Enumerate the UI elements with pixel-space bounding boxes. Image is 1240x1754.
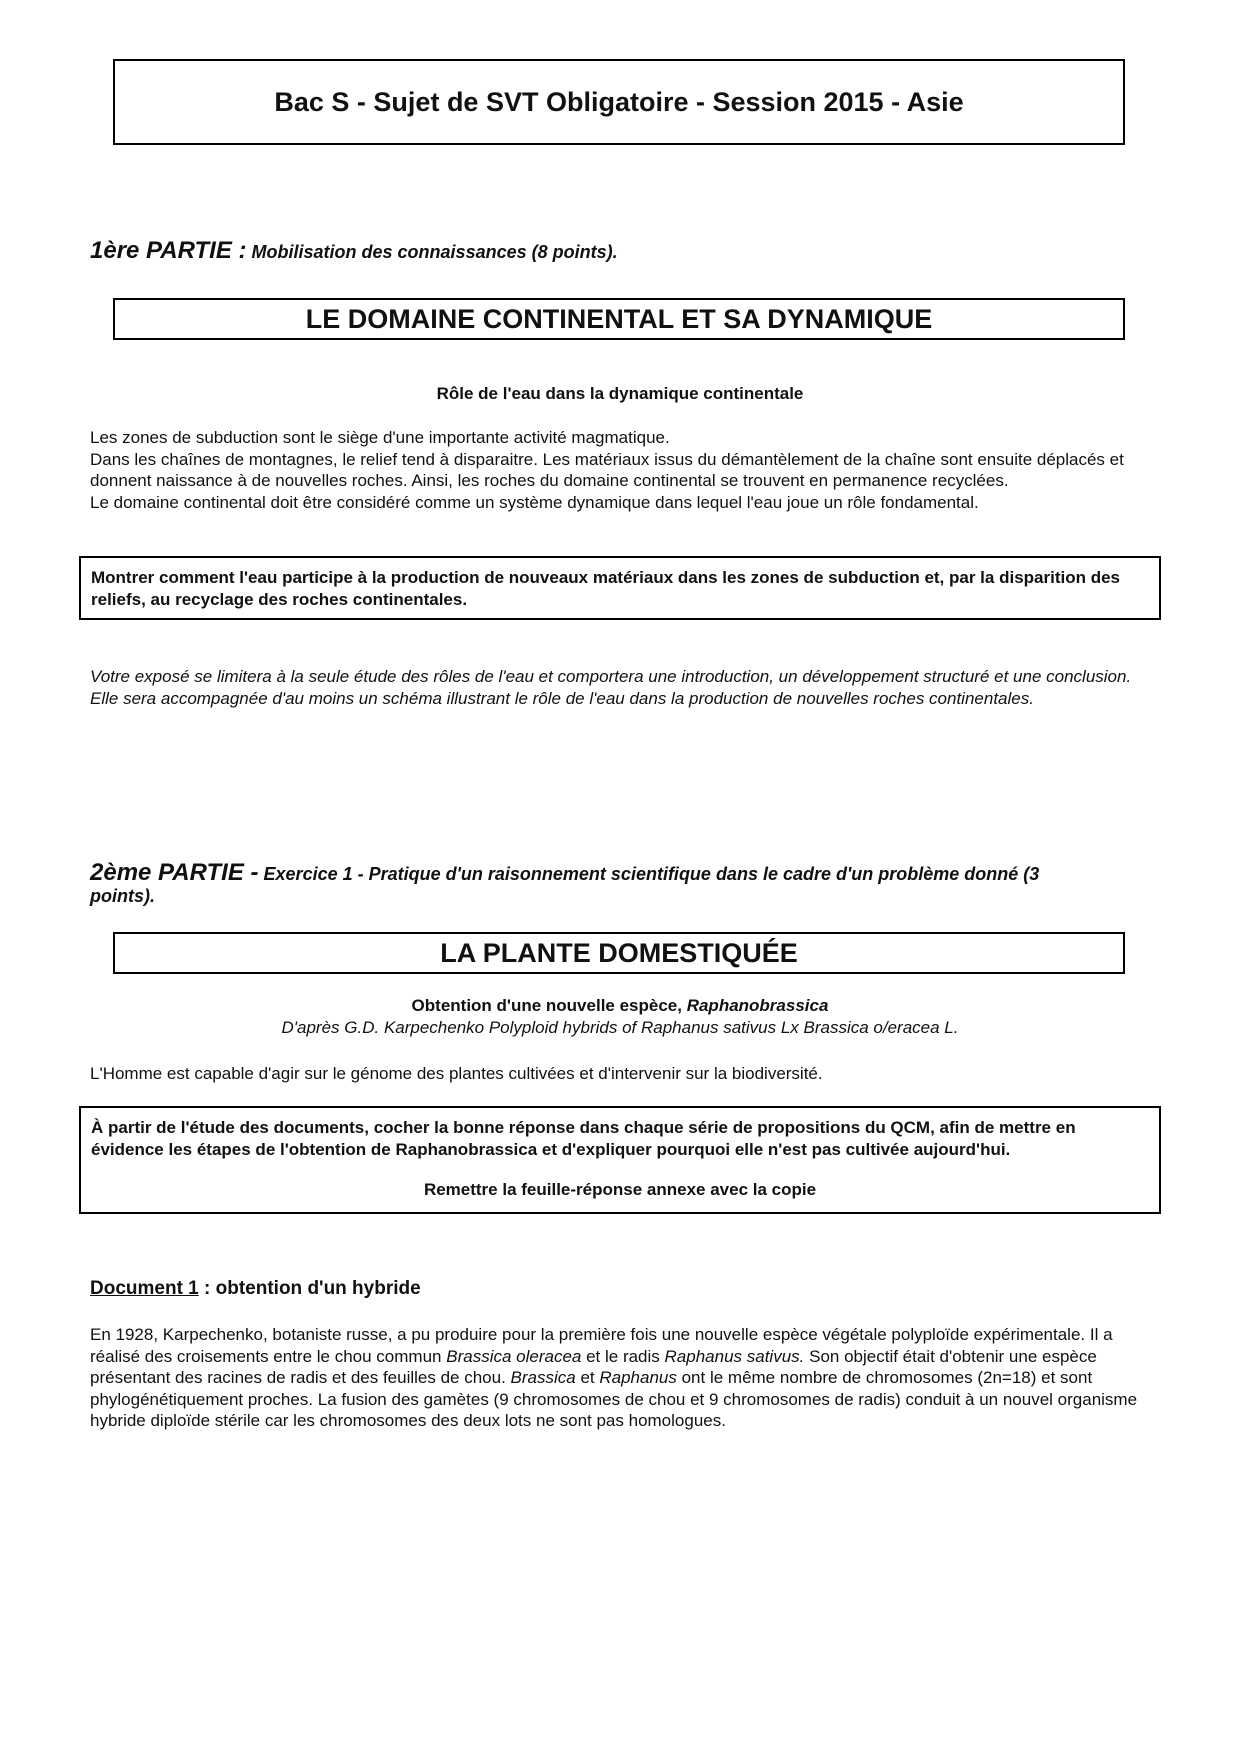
species-brassica-oleracea: Brassica oleracea	[446, 1346, 582, 1366]
part2-section-box	[113, 932, 1125, 974]
part2-instruction-note: Remettre la feuille-réponse annexe avec la copie	[423, 1180, 817, 1199]
part1-heading	[90, 237, 1090, 264]
document1-text-part: Son objectif était d'obtenir une espèce présentant des racines de radis et des feuilles de chou.	[90, 1346, 1097, 1387]
part1-subtitle: Mobilisation des connaissances (8 points).	[251, 242, 618, 262]
part1-intro	[90, 427, 1150, 513]
document1-heading	[90, 1278, 421, 1300]
document-title: Bac S - Sujet de SVT Obligatoire - Session 2015 - Asie	[274, 86, 964, 117]
part2-topic-prefix: Obtention d'une nouvelle espèce,	[411, 996, 687, 1015]
part1-topic: Rôle de l'eau dans la dynamique continentale	[436, 384, 804, 403]
part2-topic-species: Raphanobrassica	[686, 996, 829, 1015]
part1-note: Votre exposé se limitera à la seule étude des rôles de l'eau et comportera une introduction, un développement structuré et une conclusion. Elle sera accompagnée d'au moins un schéma illustrant le rôle de l'eau dans la production de nouvelles roches continentales.	[90, 667, 1132, 708]
part1-intro-line-3: Le domaine continental doit être considéré comme un système dynamique dans lequel l'eau joue un rôle fondamental.	[90, 492, 979, 512]
part2-intro: L'Homme est capable d'agir sur le génome des plantes cultivées et d'intervenir sur la biodiversité.	[90, 1064, 823, 1083]
part2-instruction: À partir de l'étude des documents, cocher la bonne réponse dans chaque série de propositions du QCM, afin de mettre en évidence les étapes de l'obtention de Raphanobrassica et d'expliquer pourquoi elle n'est pas cultivée aujourd'hui.	[91, 1118, 1076, 1159]
part1-intro-line-2: Dans les chaînes de montagnes, le relief tend à disparaitre. Les matériaux issus du démantèlement de la chaîne sont ensuite déplacés et donnent naissance à de nouvelles roches. Ainsi, les roches du domaine continental se trouvent en permanence recyclées.	[90, 449, 1124, 490]
part2-heading	[90, 859, 1090, 907]
genus-brassica: Brassica	[510, 1368, 576, 1387]
document1-title: : obtention d'un hybride	[198, 1278, 421, 1299]
genus-raphanus: Raphanus	[599, 1368, 677, 1387]
part2-source: D'après G.D. Karpechenko Polyploid hybrids of Raphanus sativus Lx Brassica o/eracea L.	[281, 1018, 959, 1037]
part1-section-title: LE DOMAINE CONTINENTAL ET SA DYNAMIQUE	[305, 303, 933, 334]
part1-label: 1ère PARTIE :	[90, 237, 247, 264]
species-raphanus-sativus: Raphanus sativus.	[664, 1346, 805, 1366]
document1-text-part: et	[575, 1368, 600, 1387]
part2-section-title: LA PLANTE DOMESTIQUÉE	[440, 937, 798, 968]
part1-instruction: Montrer comment l'eau participe à la production de nouveaux matériaux dans les zones de subduction et, par la disparition des reliefs, au recyclage des roches continentales.	[91, 568, 1120, 609]
part2-subtitle: Exercice 1 - Pratique d'un raisonnement scientifique dans le cadre d'un problème donné (3 points).	[90, 864, 1040, 906]
document1-label: Document 1	[90, 1278, 199, 1299]
part1-section-box	[113, 298, 1125, 340]
document-title-box	[113, 59, 1125, 145]
document1-text	[90, 1324, 1150, 1432]
part1-intro-line-1: Les zones de subduction sont le siège d'une importante activité magmatique.	[90, 428, 670, 447]
document1-text-part: ont le même nombre de chromosomes (2n=18) et sont phylogénétiquement proches. La fusion des gamètes (9 chromosomes de chou et 9 chromosomes de radis) conduit à un nouvel organisme hybride diploïde stérile car les chromosomes des deux lots ne sont pas homologues.	[90, 1368, 1138, 1430]
part1-instruction-box	[79, 556, 1161, 620]
part2-label: 2ème PARTIE -	[90, 859, 259, 886]
document1-text-part: et le radis	[581, 1346, 665, 1366]
part2-instruction-box	[79, 1106, 1161, 1214]
document1-text-part: En 1928, Karpechenko, botaniste russe, a pu produire pour la première fois une nouvelle espèce végétale polyploïde expérimentale. Il a réalisé des croisements entre le chou commun	[90, 1325, 1113, 1366]
part2-topic	[0, 996, 1240, 1016]
